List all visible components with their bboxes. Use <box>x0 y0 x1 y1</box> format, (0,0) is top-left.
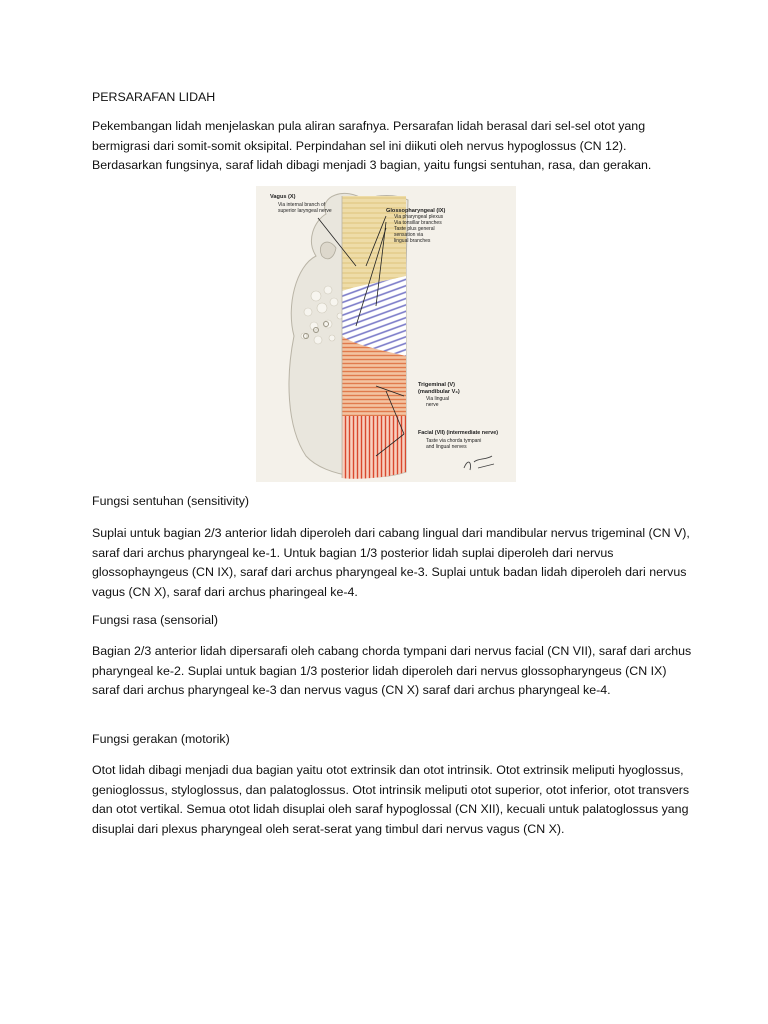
label-facial-line2: and lingual nerves <box>426 444 467 450</box>
artist-signature <box>464 456 494 470</box>
page-title: PERSARAFAN LIDAH <box>92 90 216 104</box>
section-body-gerakan: Otot lidah dibagi menjadi dua bagian yaitu otot extrinsik dan otot intrinsik. Otot extrinsik meliputi hyoglossus, genioglossus, styloglossus, dan palatoglossus. Otot intrinsik meliputi otot superior, otot inferior, otot transvers dan otot vertikal. Semua otot lidah disuplai oleh saraf hypoglossal (CN XII), kecuali untuk palatoglossus yang disuplai dari plexus pharyngeal oleh serat-serat yang timbul dari nervus vagus (CN X). <box>92 763 690 836</box>
section-heading-rasa: Fungsi rasa (sensorial) <box>92 613 219 627</box>
label-vagus-title: Vagus (X) <box>270 194 296 200</box>
section-heading-gerakan: Fungsi gerakan (motorik) <box>92 732 230 746</box>
label-glosso-line4: sensation via <box>394 232 424 238</box>
label-trig-title2: (mandibular V₃) <box>418 389 460 395</box>
label-glosso-title: Glossopharyngeal (IX) <box>386 208 446 214</box>
label-trig-line1: Via lingual <box>426 396 449 402</box>
label-facial-line1: Taste via chorda tympani <box>426 438 482 444</box>
tongue-innervation-figure <box>256 186 516 482</box>
label-glosso-line1: Via pharyngeal plexus <box>394 214 444 220</box>
label-vagus-line2: superior laryngeal nerve <box>278 208 332 214</box>
facial-zone <box>342 416 406 479</box>
intro-paragraph: Pekembangan lidah menjelaskan pula aliran sarafnya. Persarafan lidah berasal dari sel-sel otot yang bermigrasi dari somit-somit oksipital. Perpindahan sel ini diikuti oleh nervus hypoglossus (CN 12). Berdasarkan fungsinya, saraf lidah dibagi menjadi 3 bagian, yaitu fungsi sentuhan, rasa, dan gerakan. <box>92 119 652 172</box>
label-facial-title: Facial (VII) (intermediate nerve) <box>418 430 498 436</box>
section-body-sentuhan: Suplai untuk bagian 2/3 anterior lidah diperoleh dari cabang lingual dari mandibular nervus trigeminal (CN V), saraf dari archus pharyngeal ke-1. Untuk bagian 1/3 posterior lidah suplai diperoleh dari nervus glossophayngeus (CN IX), saraf dari archus pharyngeal ke-3. Suplai untuk badan lidah diperoleh dari nervus vagus (CN X), saraf dari archus pharingeal ke-4. <box>92 526 690 599</box>
label-trig-line2: nerve <box>426 402 439 408</box>
label-glosso-line5: lingual branches <box>394 238 431 244</box>
section-heading-sentuhan: Fungsi sentuhan (sensitivity) <box>92 494 250 508</box>
section-body-rasa: Bagian 2/3 anterior lidah dipersarafi oleh cabang chorda tympani dari nervus facial (CN VII), saraf dari archus pharyngeal ke-2. Suplai untuk bagian 1/3 posterior lidah diperoleh dari nervus glossopharyngeus (CN IX) saraf dari archus pharyngeal ke-3 dan nervus vagus (CN X) saraf dari archus pharyngeal ke-4. <box>92 644 692 697</box>
label-glosso-line2: Via tonsillar branches <box>394 220 442 226</box>
label-glosso-line3: Taste plus general <box>394 226 435 232</box>
label-vagus-line1: Via internal branch of <box>278 202 326 208</box>
label-trig-title1: Trigeminal (V) <box>418 382 455 388</box>
